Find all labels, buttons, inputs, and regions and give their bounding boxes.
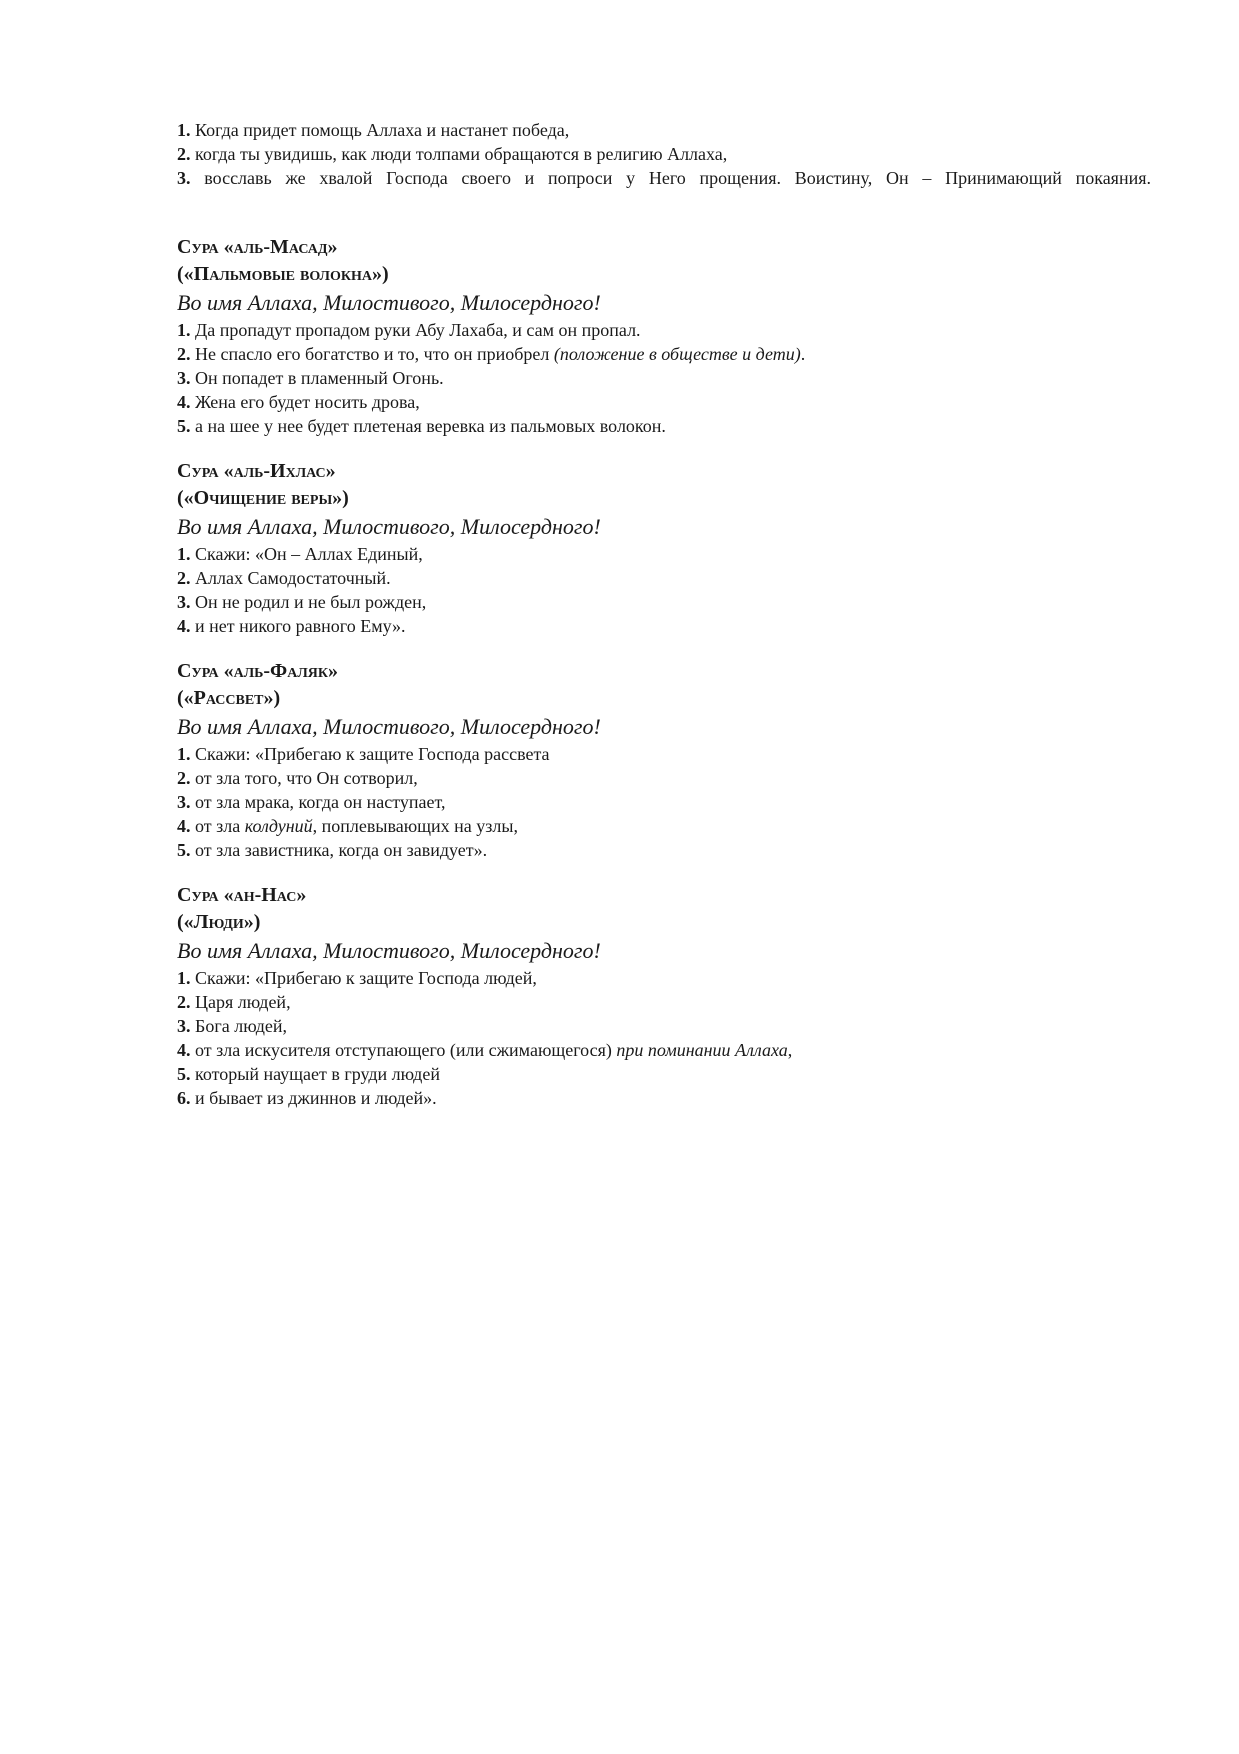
- verse-text: от зла завистника, когда он завидует».: [195, 840, 488, 860]
- verse: [177, 142, 1151, 166]
- verse: [177, 838, 1151, 862]
- verse-text: Скажи: «Прибегаю к защите Господа рассвета: [195, 744, 550, 764]
- verse-text: Да пропадут пропадом руки Абу Лахаба, и сам он пропал.: [195, 320, 641, 340]
- verse: [177, 390, 1151, 414]
- verse-text: Царя людей,: [195, 992, 291, 1012]
- sura-title: Сура «ан-Нас»: [177, 884, 307, 906]
- verse-text: Он не родил и не был рожден,: [195, 592, 427, 612]
- verse-number: 4.: [177, 616, 191, 636]
- verse: [177, 990, 1151, 1014]
- verse-italic-text: колдуний: [244, 816, 313, 836]
- sura-subtitle: («Пальмовые волокна»): [177, 263, 389, 285]
- verse-number: 1.: [177, 744, 191, 764]
- verse: [177, 614, 1151, 638]
- verse-text: и бывает из джиннов и людей».: [195, 1088, 437, 1108]
- verse-number: 3.: [177, 1016, 191, 1036]
- verse-text: ,: [787, 1040, 793, 1060]
- basmala: Во имя Аллаха, Милостивого, Милосердного!: [177, 938, 601, 963]
- verse-text: восславь же хвалой Господа своего и попроси у Него прощения. Воистину, Он – Принимающий покаяния.: [204, 168, 1152, 188]
- verse-number: 1.: [177, 320, 191, 340]
- sura-section: [177, 882, 1151, 1110]
- verse: [177, 566, 1151, 590]
- verse: [177, 318, 1151, 342]
- verse-number: 1.: [177, 544, 191, 564]
- verse-number: 4.: [177, 1040, 191, 1060]
- sura-subtitle: («Рассвет»): [177, 687, 281, 709]
- verse: [177, 766, 1151, 790]
- verse: [177, 1062, 1151, 1086]
- verse: [177, 814, 1151, 838]
- basmala: Во имя Аллаха, Милостивого, Милосердного!: [177, 714, 601, 739]
- basmala: Во имя Аллаха, Милостивого, Милосердного!: [177, 290, 601, 315]
- verse: [177, 366, 1151, 390]
- verse-number: 3.: [177, 592, 191, 612]
- verse-number: 4.: [177, 816, 191, 836]
- verse-number: 1.: [177, 120, 191, 140]
- verse-text: , поплевывающих на узлы,: [312, 816, 518, 836]
- verse: [177, 966, 1151, 990]
- verse-number: 1.: [177, 968, 191, 988]
- verse-number: 6.: [177, 1088, 191, 1108]
- verse: [177, 542, 1151, 566]
- verse-text: и нет никого равного Ему».: [195, 616, 406, 636]
- verse-text: от зла того, что Он сотворил,: [195, 768, 418, 788]
- verse: [155, 166, 1151, 214]
- verse: [177, 342, 1151, 366]
- verse: [177, 414, 1151, 438]
- verse-text: Бога людей,: [195, 1016, 288, 1036]
- verse-number: 5.: [177, 416, 191, 436]
- document-page: [177, 118, 1151, 1110]
- verse-number: 2.: [177, 992, 191, 1012]
- verse-text: Скажи: «Прибегаю к защите Господа людей,: [195, 968, 537, 988]
- sura-subtitle: («Очищение веры»): [177, 487, 349, 509]
- verse-text: Он попадет в пламенный Огонь.: [195, 368, 444, 388]
- verse: [177, 790, 1151, 814]
- verse-italic-text: при поминании Аллаха: [616, 1040, 788, 1060]
- verse-number: 2.: [177, 568, 191, 588]
- verse-number: 5.: [177, 840, 191, 860]
- verse-italic-text: (положение в обществе и дети): [553, 344, 801, 364]
- verse-text: Не спасло его богатство и то, что он приобрел: [195, 344, 554, 364]
- verse-text: .: [800, 344, 806, 364]
- basmala: Во имя Аллаха, Милостивого, Милосердного!: [177, 514, 601, 539]
- verse-number: 3.: [177, 368, 191, 388]
- verse: [177, 118, 1151, 142]
- intro-verses: [177, 118, 1151, 214]
- verse-text: когда ты увидишь, как люди толпами обращаются в религию Аллаха,: [195, 144, 728, 164]
- verse: [177, 1086, 1151, 1110]
- verse-number: 5.: [177, 1064, 191, 1084]
- verse-text: от зла: [195, 816, 245, 836]
- sura-section: [177, 234, 1151, 438]
- verse-number: 4.: [177, 392, 191, 412]
- verse-text: Аллах Самодостаточный.: [195, 568, 391, 588]
- sura-title: Сура «аль-Масад»: [177, 236, 338, 258]
- verse-text: а на шее у нее будет плетеная веревка из пальмовых волокон.: [195, 416, 666, 436]
- verse: [177, 590, 1151, 614]
- verse-number: 3.: [177, 168, 191, 188]
- verse-text: Жена его будет носить дрова,: [195, 392, 420, 412]
- verse-text: Скажи: «Он – Аллах Единый,: [195, 544, 423, 564]
- verse-text: от зла искусителя отступающего (или сжимающегося): [195, 1040, 617, 1060]
- verse-text: который наущает в груди людей: [195, 1064, 440, 1084]
- sura-title: Сура «аль-Фаляк»: [177, 660, 339, 682]
- verse-number: 2.: [177, 768, 191, 788]
- verse: [177, 1014, 1151, 1038]
- verse-number: 2.: [177, 344, 191, 364]
- sura-section: [177, 458, 1151, 638]
- verse-number: 3.: [177, 792, 191, 812]
- verse-text: Когда придет помощь Аллаха и настанет победа,: [195, 120, 570, 140]
- verse-number: 2.: [177, 144, 191, 164]
- verse: [177, 1038, 1151, 1062]
- sura-section: [177, 658, 1151, 862]
- sura-subtitle: («Люди»): [177, 911, 261, 933]
- verse: [177, 742, 1151, 766]
- verse-text: от зла мрака, когда он наступает,: [195, 792, 446, 812]
- sura-title: Сура «аль-Ихлас»: [177, 460, 336, 482]
